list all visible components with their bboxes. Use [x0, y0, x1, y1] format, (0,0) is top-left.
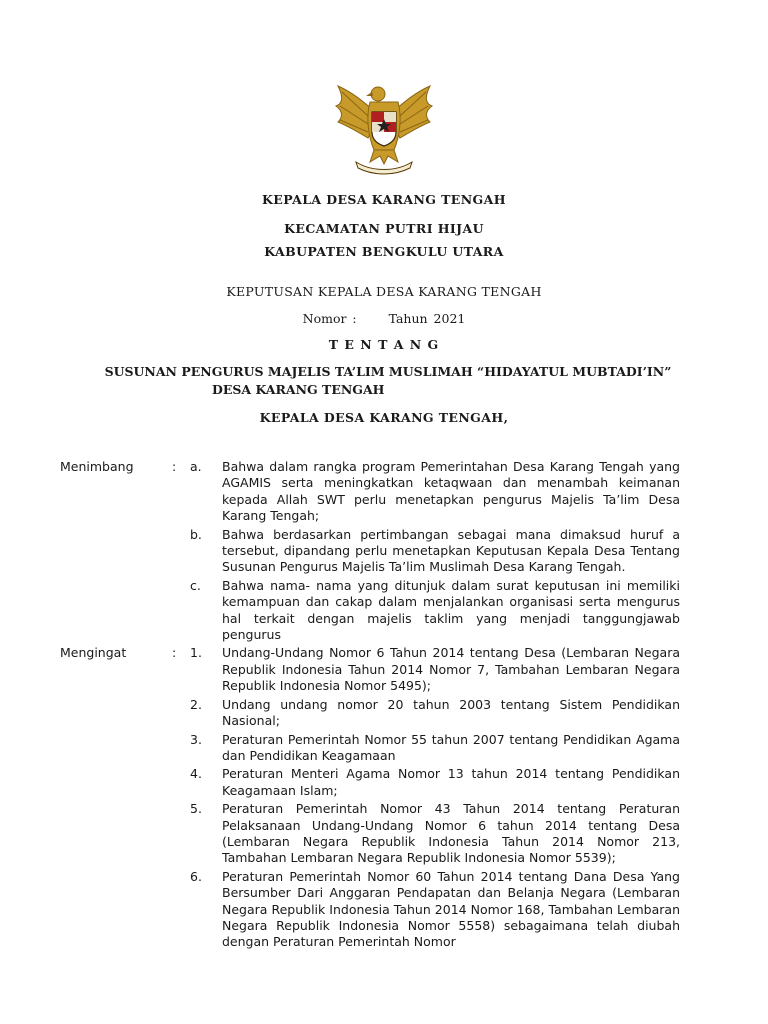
- list-item: [190, 645, 680, 694]
- decree-subject-line2: DESA KARANG TENGAH: [212, 382, 385, 397]
- list-item: [190, 578, 680, 644]
- list-item: [190, 801, 680, 867]
- section-label: Mengingat: [60, 645, 127, 661]
- list-item: [190, 732, 680, 765]
- item-text: Peraturan Pemerintah Nomor 55 tahun 2007 tentang Pendidikan Agama dan Pendidikan Keagamaan: [222, 731, 680, 763]
- item-marker: 4.: [190, 766, 202, 782]
- garuda-emblem-icon: [328, 76, 440, 176]
- header-village-title: KEPALA DESA KARANG TENGAH: [262, 192, 506, 207]
- section-menimbang: [60, 459, 680, 645]
- decree-subject: [98, 363, 678, 399]
- item-marker: c.: [190, 577, 201, 593]
- item-text: Undang-Undang Nomor 6 Tahun 2014 tentang Desa (Lembaran Negara Republik Indonesia Tahun 2014 Nomor 7, Tambahan Lembaran Negara Republik Indonesia Nomor 5495);: [222, 645, 680, 694]
- decree-title: KEPUTUSAN KEPALA DESA KARANG TENGAH: [226, 284, 542, 299]
- item-marker: 6.: [190, 868, 202, 884]
- list-item: [190, 869, 680, 951]
- decree-year: Tahun 2021: [388, 311, 466, 326]
- item-text: Peraturan Menteri Agama Nomor 13 tahun 2014 tentang Pendidikan Keagamaan Islam;: [222, 766, 680, 798]
- item-text: Bahwa nama- nama yang ditunjuk dalam surat keputusan ini memiliki kemampuan dan cakap dalam menjalankan organisasi serta mengurus hal terkait dengan majelis taklim yang menjadi tanggungjawab pengurus: [222, 577, 680, 643]
- item-marker: 1.: [190, 645, 202, 661]
- item-marker: a.: [190, 459, 202, 474]
- item-text: Peraturan Pemerintah Nomor 60 Tahun 2014 tentang Dana Desa Yang Bersumber Dari Anggaran Pendapatan dan Belanja Negara (Lembaran Negara Republik Indonesia Tahun 2014 Nomor 168, Tambahan Lembaran Negara Republik Indonesia Nomor 5558) sebagaimana telah diubah dengan Peraturan Pemerintah Nomor: [222, 868, 680, 950]
- section-label: Menimbang: [60, 459, 134, 474]
- list-item: [190, 697, 680, 730]
- list-item: [190, 766, 680, 799]
- section-mengingat: [60, 645, 680, 952]
- item-marker: 2.: [190, 696, 202, 712]
- decree-number-label: Nomor :: [302, 311, 357, 326]
- section-colon: :: [172, 645, 177, 661]
- item-text: Peraturan Pemerintah Nomor 43 Tahun 2014 tentang Peraturan Pelaksanaan Undang-Undang Nomor 6 tahun 2014 tentang Desa (Lembaran Negara Republik Indonesia Tahun 2014 Nomor 213, Tambahan Lembaran Negara Republik Indonesia Nomor 5539);: [222, 801, 680, 866]
- item-text: Bahwa dalam rangka program Pemerintahan Desa Karang Tengah yang AGAMIS serta meningkatkan ketaqwaan dan menambah keimanan kepada Allah SWT perlu menetapkan pengurus Majelis Ta’lim Desa Karang Tengah;: [222, 459, 680, 524]
- header-regency-title: KABUPATEN BENGKULU UTARA: [264, 244, 504, 259]
- item-marker: b.: [190, 526, 202, 542]
- list-item: [190, 527, 680, 576]
- section-items: [190, 459, 680, 645]
- header-district-title: KECAMATAN PUTRI HIJAU: [284, 221, 484, 236]
- decree-number-line: [0, 311, 768, 326]
- item-marker: 3.: [190, 731, 202, 747]
- decree-subject-line1: SUSUNAN PENGURUS MAJELIS TA’LIM MUSLIMAH “HIDAYATUL MUBTADI’IN”: [104, 364, 672, 379]
- item-marker: 5.: [190, 801, 202, 817]
- list-item: [190, 459, 680, 525]
- item-text: Undang undang nomor 20 tahun 2003 tentang Sistem Pendidikan Nasional;: [222, 696, 680, 729]
- issuer-heading: KEPALA DESA KARANG TENGAH,: [259, 410, 509, 425]
- section-items: [190, 645, 680, 952]
- section-colon: :: [172, 459, 177, 474]
- tentang-heading: T E N T A N G: [328, 337, 440, 352]
- decree-body: [60, 459, 680, 953]
- item-text: Bahwa berdasarkan pertimbangan sebagai mana dimaksud huruf a tersebut, dipandang perlu menetapkan Keputusan Kepala Desa Tentang Susunan Pengurus Majelis Ta’lim Muslimah Desa Karang Tengah.: [222, 526, 680, 575]
